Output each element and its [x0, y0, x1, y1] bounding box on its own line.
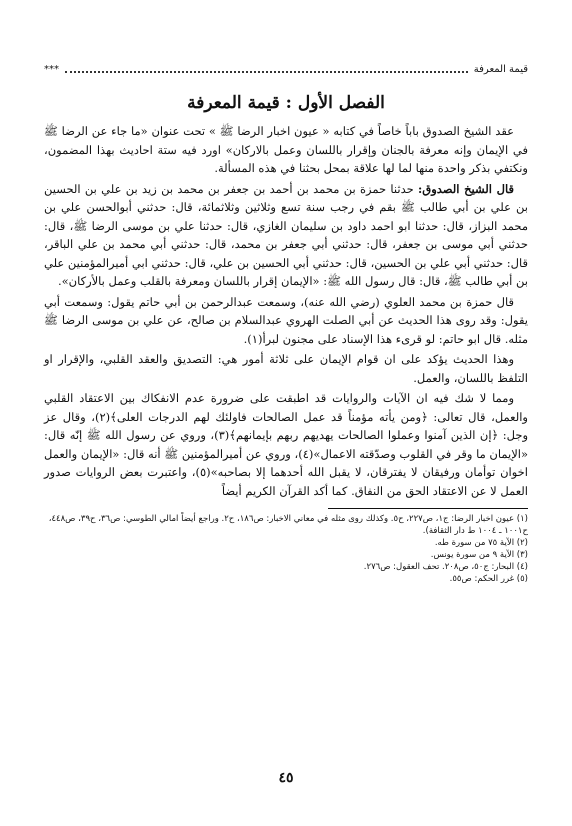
paragraph-text: حدثنا حمزة بن محمد بن أحمد بن جعفر بن محمد بن زيد بن علي بن الحسين بن علي بن أبي طالب ﷺ بقم في رجب سنة تسع وثلاثين وثلاثمائة، قال: حدثني أبوالحسن علي بن محمد البزاز، قال: حدثنا ابو احمد داود بن سليمان الغازي، قال: حدثنا علي بن موسى الرضا ﷺ، قال: حدثني أبي موسى بن جعفر، قال: حدثني أبي جعفر بن محمد، قال: حدثني أبي محمد بن علي الباقر، قال: حدثني أبي علي بن الحسين، قال: حدثني أبي الحسين بن علي، قال: حدثني ابي أميرالمؤمنين علي بن أبي طالب ﷺ، قال: قال رسول الله ﷺ: «الإيمان إقرار باللسان ومعرفة بالقلب وعمل بالأركان». [44, 181, 528, 288]
footnote: (٢) الآية ٧٥ من سورة طه. [434, 538, 528, 548]
paragraph-text: عقد الشيخ الصدوق باباً خاصاً في كتابه « عيون اخبار الرضا ﷺ » تحت عنوان «ما جاء عن الرضا ﷺ في الإيمان وإنه معرفة بالجنان وإقرار باللسان وعمل بالاركان» اورد فيه ستة احاديث بهذا المضمون، ونكتفي بذكر واحدة منها لما لها علاقة بمحل بحثنا في هذه المسألة. [44, 124, 528, 175]
footnote: (١) عيون اخبار الرضا: ج١، ص٢٢٧، ح٥. وكذلك روى مثله في معاني الاخبار: ص١٨٦، ح٢. وراجع أيضاً امالي الطوسي: ص٣٦، ح٣٩، ص٤٤٨، ح١٠٠١ ـ ١٠٠٤ ط دار الثقافة). [48, 514, 528, 536]
footnotes [44, 513, 528, 585]
paragraph-lead: قال الشيخ الصدوق: [418, 181, 514, 196]
page-number: ٤٥ [278, 770, 294, 786]
paragraph-text: وهذا الحديث يؤكد على ان قوام الإيمان على ثلاثة أمور هي: التصديق والعقد القلبي، والإقرار او التلفظ باللسان، والعمل. [44, 352, 528, 385]
running-header [44, 62, 528, 76]
footnote-separator [328, 508, 528, 509]
paragraph [44, 180, 528, 291]
header-stars: *** [44, 64, 59, 75]
paragraph [44, 293, 528, 349]
chapter-title: الفصل الأول : قيمة المعرفة [187, 93, 385, 113]
paragraph [44, 389, 528, 500]
paragraph-text: ومما لا شك فيه ان الآيات والروايات قد اطبقت على ضرورة عدم الانفكاك بين الاعتقاد القلبي والعمل، قال تعالى: ﴿ومن يأته مؤمناً قد عمل الصالحات فاولئك لهم الدرجات العلى﴾(٢)، وقال عز وجل: ﴿إن الذين آمنوا وعملوا الصالحات يهديهم ربهم بإيمانهم﴾(٣)، وروي عن رسول الله ﷺ إنّه قال: «الإيمان ما وقر في القلوب وصدّقته الاعمال»(٤)، وروي عن أميرالمؤمنين ﷺ أنه قال: «الإيمان والعمل اخوان توأمان ورفيقان لا يفترقان، لا يقبل الله أحدهما إلا بصاحبه»(٥)، واعتبرت بعض الروايات صدور العمل لا عن الاعتقاد الحق من النفاق. كما أكد القرآن الكريم أيضاً [44, 391, 529, 498]
book-page [44, 62, 528, 585]
footnote: (٤) البحار: ج٥٠، ص٢٠٨. تحف العقول: ص٢٧٦. [363, 562, 528, 572]
paragraph [44, 350, 528, 387]
header-dotted-rule [65, 71, 468, 73]
footnote: (٣) الآية ٩ من سورة يونس. [430, 550, 528, 560]
running-title: قيمة المعرفة [473, 64, 528, 75]
body-text [44, 122, 528, 500]
paragraph-text: قال حمزة بن محمد العلوي (رضي الله عنه)، وسمعت عبدالرحمن بن أبي حاتم يقول: وسمعت أبي يقول: وقد روى هذا الحديث عن أبي الصلت الهروي عبدالسلام بن صالح، عن علي بن موسى الرضا ﷺ مثله. قال ابو حاتم: لو قرىء هذا الإسناد على مجنون لبرأ(١). [44, 294, 528, 346]
paragraph [44, 122, 528, 178]
footnote: (٥) غرر الحكم: ص٥٥. [449, 574, 528, 584]
